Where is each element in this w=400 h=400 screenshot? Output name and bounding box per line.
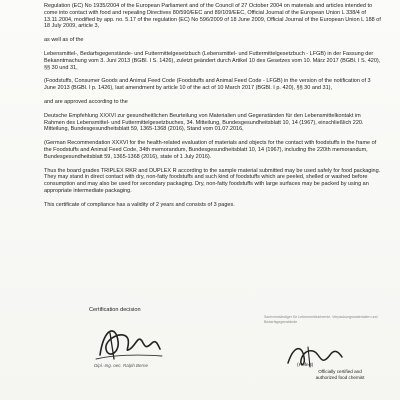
validity-paragraph: This certificate of compliance has a validity of 2 years and consists of 3 pages. — [44, 201, 235, 208]
approved-paragraph: and are approved according to the — [44, 98, 128, 105]
as-well-as-paragraph: as well as of the — [44, 37, 84, 44]
signature-section — [44, 307, 384, 400]
right-signer-title: Officially certified and authorized food chemist — [315, 369, 365, 380]
right-signer-name: (Hofert) — [297, 363, 314, 368]
recommendation-german-paragraph: Deutsche Empfehlung XXXVI zur gesundheitlichen Beurteilung von Materialien und Gegenständen für den Lebensmittelkontakt im Rahmen des Lebensmittel- und Futtermittelgesetzbuches, 34. Mitteilung, Bundesgesundheitsblatt 10, 14 (1967), einschließlich 220. Mitteilung, Bundesgesundheitsblatt 59, 1365-1368 (2016), Stand vom 01.07.2016, — [44, 112, 364, 133]
left-signer-name: Dipl.-Ing. oec. Ralph Berne — [94, 363, 149, 368]
conclusion-paragraph: Thus the board grades TRIPLEX RKR and DUPLEX R according to the sample material submitted may be used safely for food packaging. They may stand in direct contact with dry, non-fatty foodstuffs and such kind of foodstuffs which are peeled, shelled or washed before consumption and may also be used for secondary packaging. Dry, non-fatty foodstuffs with large surfaces may be packed by using an appropriate intermediate packaging. — [44, 167, 381, 194]
stamp-text: Sachverständiger für Lebensmittelchemie, Verpackungsmaterialien und Bedarfsgegenstände — [264, 315, 378, 324]
lfgb-english-paragraph: (Foodstuffs, Consumer Goods and Animal Feed Code (Foodstuffs and Animal Feed Code - LFGB) in the version of the notification of 3 June 2013 (BGBl. I p. 1426), last amendment by article 10 of the act of 10 March 2017 (BGBl. I p. 420), §§ 30 and 31), — [44, 78, 371, 92]
regulation-paragraph: Regulation (EC) No 1935/2004 of the European Parliament and of the Council of 27 October 2004 on materials and articles intended to come into contact with food and repealing Directives 80/590/EEC and 89/109/EEC, Official Journal of the European Union L 338/4 of 13.11.2004, modified by app. no. 5.17 of the regulation (EC) No 596/2009 of 18 June 2009, Official Journal of the European Union L 188 of 18 July 2009, article 3, — [44, 3, 381, 30]
recommendation-english-paragraph: (German Recommendation XXXVI for the health-related evaluation of materials and objects for the contact with foodstuffs in the frame of the Foodstuffs and Animal Feed Code, 34th memorandum, Bundesgesundheitsblatt 10, 14 (1967), including the 220th memorandum, Bundesgesundheitsblatt 59, 1365-1368 (2016), state of 1 July 2016). — [44, 140, 377, 160]
lfgb-german-paragraph: Lebensmittel-, Bedarfsgegenstände- und Futtermittelgesetzbuch (Lebensmittel- und Futtermittelgesetzbuch - LFGB) in der Fassung der Bekanntmachung vom 3. Juni 2013 (BGBl. I S. 1426), zuletzt geändert durch Artikel 10 des Gesetzes vom 10. März 2017 (BGBl. I S. 420), §§ 30 und 31, — [44, 50, 381, 71]
left-signature-icon — [94, 319, 164, 364]
certification-decision-label: Certification decision — [89, 307, 141, 313]
right-signature-icon — [280, 341, 350, 371]
